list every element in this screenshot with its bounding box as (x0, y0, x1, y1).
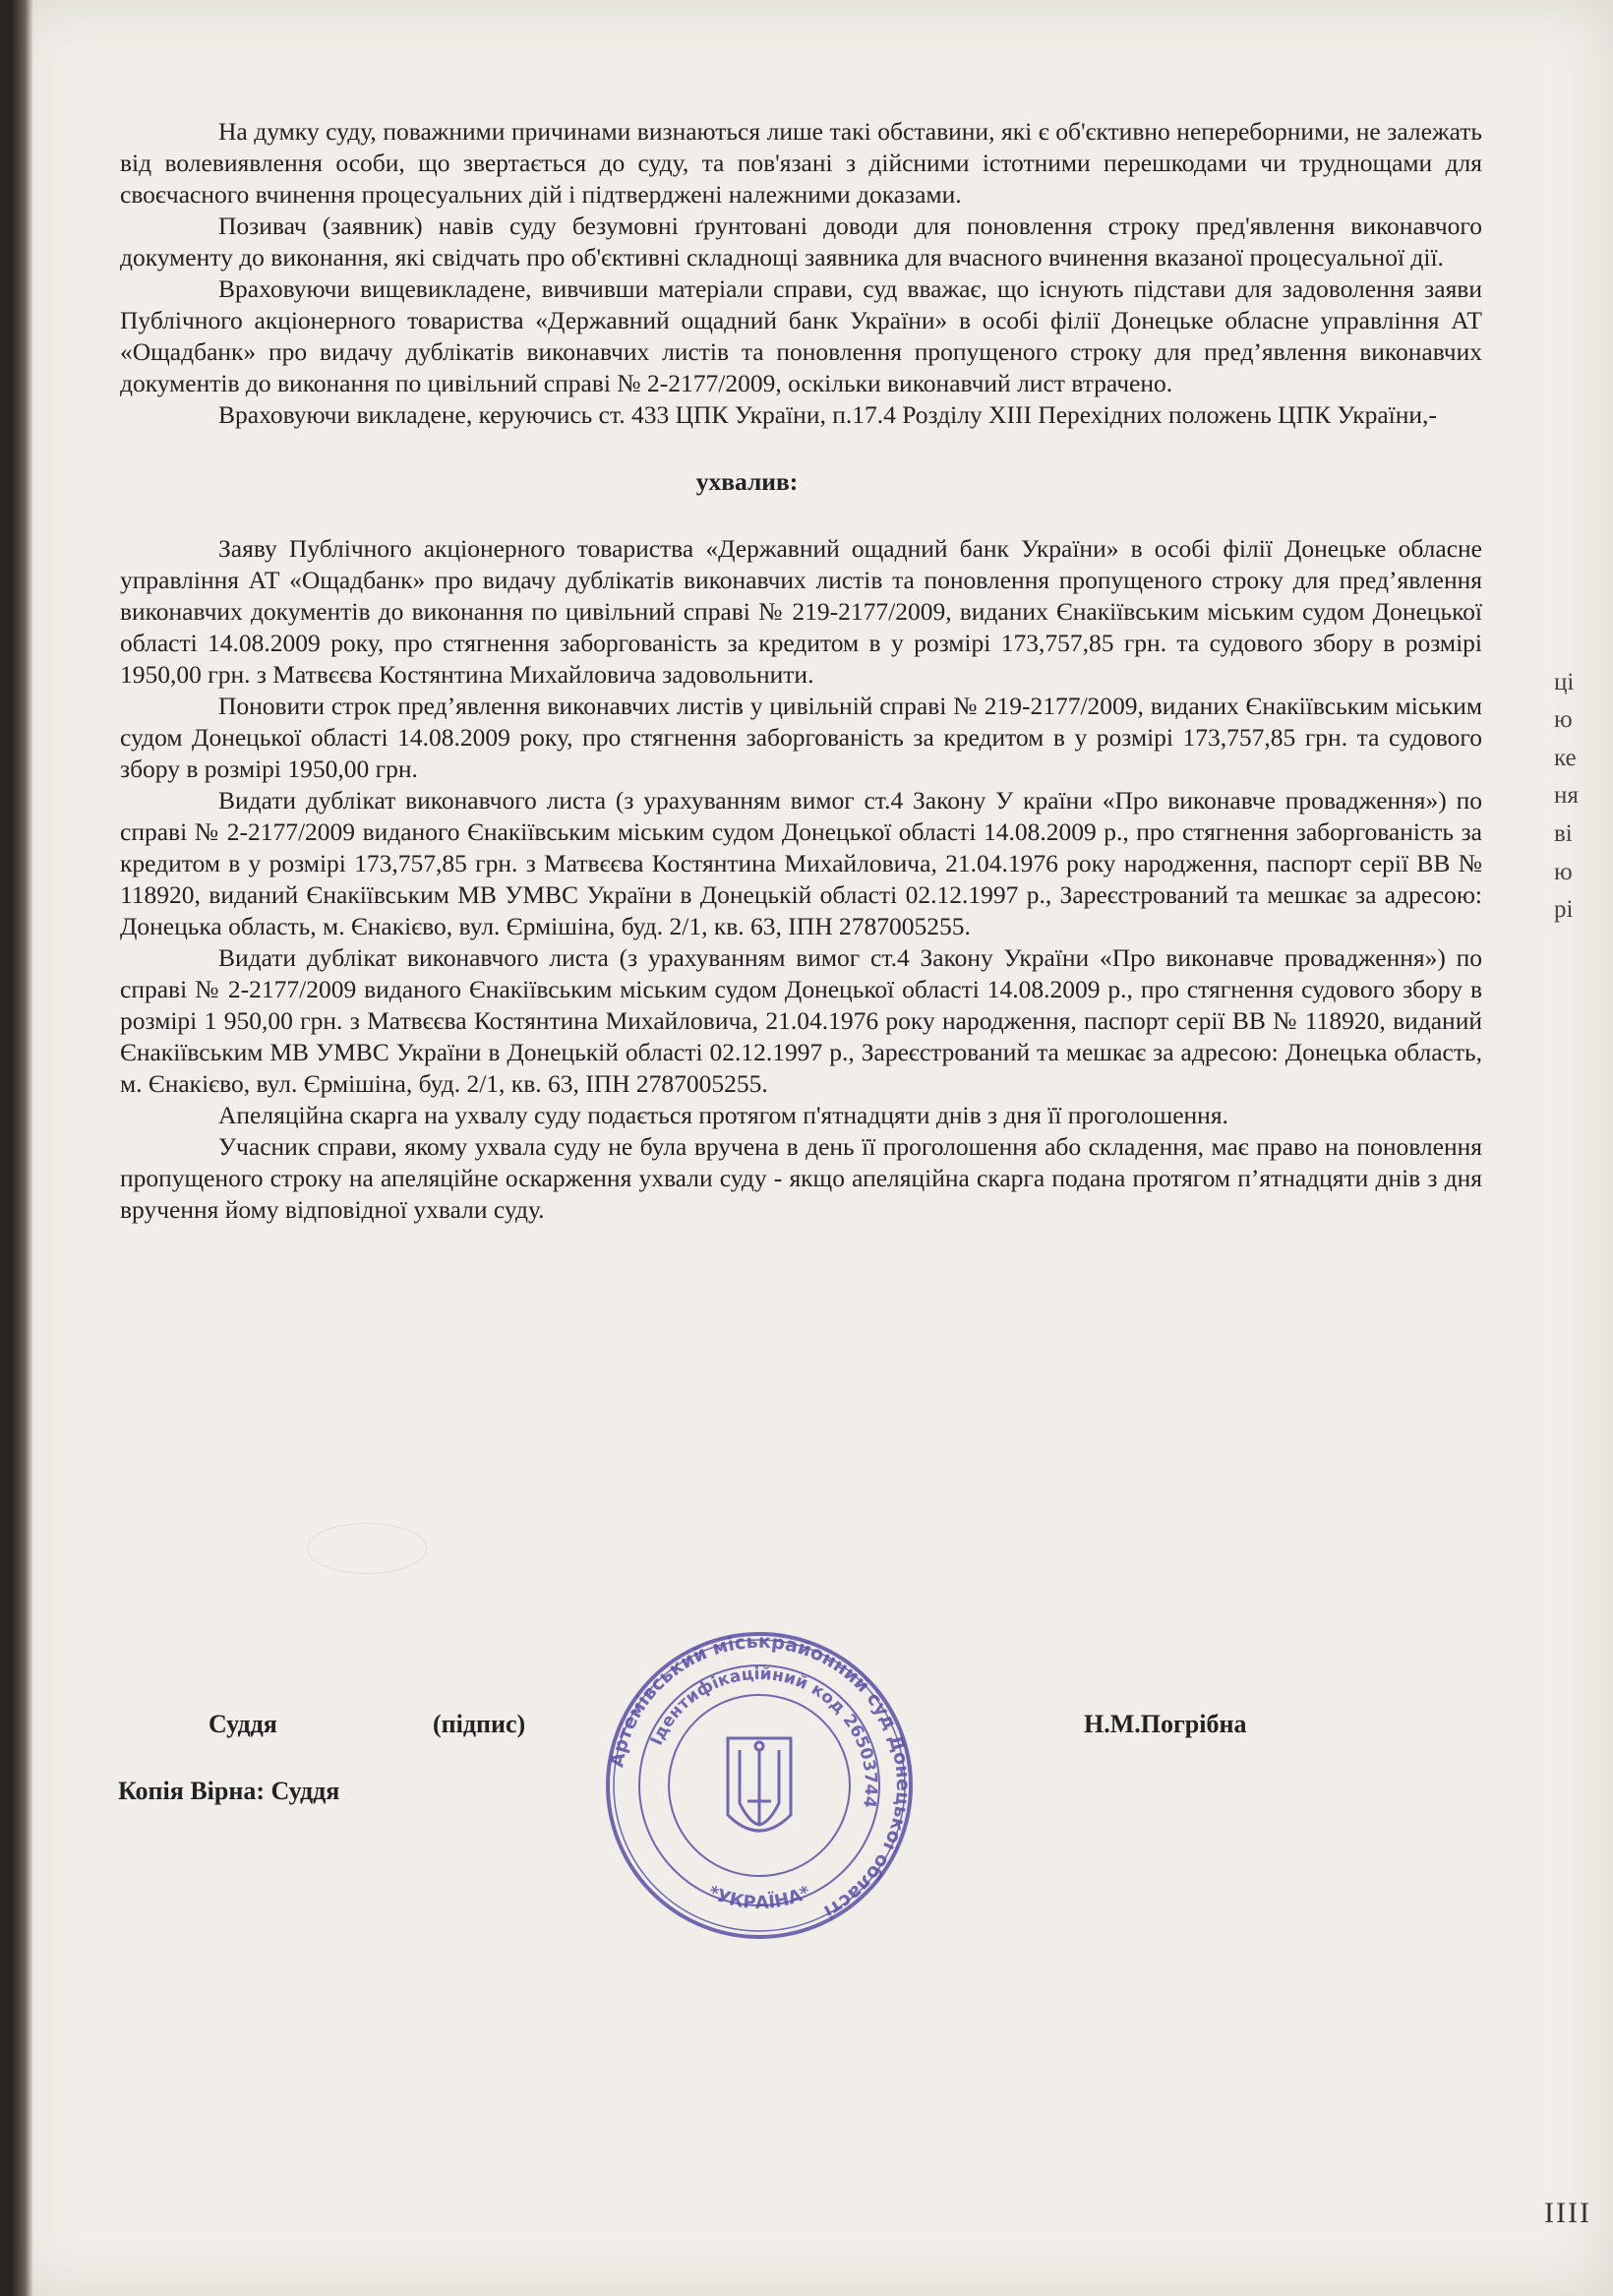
corner-marks: IIII (1544, 2197, 1591, 2229)
court-seal (602, 1628, 917, 1943)
seal-outer-text: Артемівський міськрайонний суд Донецької області (606, 1630, 915, 1923)
faint-stamp-mark (307, 1523, 427, 1574)
judge-label: Суддя (209, 1710, 277, 1738)
edge-fragment: ке (1554, 745, 1577, 771)
edge-fragment: ві (1554, 820, 1573, 847)
seal-bottom-text: *УКРАЇНА* (704, 1882, 814, 1914)
paragraph-plaintiff-arguments: Позивач (заявник) навів суду безумовні ґрунтовані доводи для поновлення строку пред'явлення виконавчого документу до виконання, які свідчать про об'єктивні складнощі заявника для вчасного вчинення вказаної процесуальної дії. (120, 211, 1482, 272)
signed-note: (підпис) (433, 1710, 526, 1738)
ruling-body (120, 116, 1482, 1226)
paragraph-court-considers: Враховуючи вищевикладене, вивчивши матеріали справи, суд вважає, що існують підстави для задоволення заяви Публічного акціонерного товариства «Державний ощадний банк України» в особі філії Донецьке обласне управління АТ «Ощадбанк» про видачу дублікатів виконавчих листів та поновлення пропущеного строку для пред’явлення виконавчих документів до виконання по цивільний справі № 2-2177/2009, оскільки виконавчий лист втрачено. (120, 274, 1482, 397)
paragraph-renew-term: Поновити строк пред’явлення виконавчих листів у цивільній справі № 219-2177/2009, виданих Єнакіївським міським судом Донецької області 14.08.2009 року, про стягнення заборгованість за кредитом в у розмірі 173,757,85 грн. та судового збору в розмірі 1950,00 грн. (120, 692, 1482, 783)
edge-fragment: ю (1554, 859, 1573, 885)
paragraph-duplicate-credit: Видати дублікат виконавчого листа (з урахуванням вимог ст.4 Закону У країни «Про виконавче провадження») по справі № 2-2177/2009 виданого Єнакіївським міським судом Донецької області 14.08.2009 р., про стягнення заборгованість за кредитом в у розмірі 173,757,85 грн. з Матвєєва Костянтина Михайловича, 21.04.1976 року народження, паспорт серії ВВ № 118920, виданий Єнакіївським МВ УМВС України в Донецькій області 02.12.1997 р., Зареєстрований та мешкає за адресою: Донецька область, м. Єнакієво, вул. Єрмішіна, буд. 2/1, кв. 63, ІПН 2787005255. (120, 786, 1482, 940)
paragraph-duplicate-fee: Видати дублікат виконавчого листа (з урахуванням вимог ст.4 Закону України «Про виконавче провадження») по справі № 2-2177/2009 виданого Єнакіївським міським судом Донецької області 14.08.2009 р., про стягнення судового збору в розмірі 1 950,00 грн. з Матвєєва Костянтина Михайловича, 21.04.1976 року народження, паспорт серії ВВ № 118920, виданий Єнакіївським МВ УМВС України в Донецькій області 02.12.1997 р., Зареєстрований та мешкає за адресою: Донецька область, м. Єнакієво, вул. Єрмішіна, буд. 2/1, кв. 63, ІПН 2787005255. (120, 943, 1482, 1098)
paragraph-appeal-renewal: Учасник справи, якому ухвала суду не була вручена в день її проголошення або складення, має право на поновлення пропущеного строку на апеляційне оскарження ухвали суду - якщо апеляційна скарга подана протягом п’ятнадцяти днів з дня вручення йому відповідної ухвали суду. (120, 1132, 1482, 1224)
edge-fragment: ці (1554, 669, 1575, 695)
document-page (12, 0, 1613, 2296)
seal-inner-text: Ідентифікаційний код 26503744 (646, 1663, 881, 1810)
edge-fragment: ю (1554, 706, 1573, 733)
paragraph-legal-basis: Враховуючи викладене, керуючись ст. 433 ЦПК України, п.17.4 Розділу XIII Перехідних положень ЦПК України,- (218, 400, 1437, 429)
edge-fragment: рі (1554, 896, 1574, 923)
paragraph-grant-application: Заяву Публічного акціонерного товариства «Державний ощадний банк України» в особі філії Донецьке обласне управління АТ «Ощадбанк» про видачу дублікатів виконавчих листів та поновлення пропущеного строку для пред’явлення виконавчих документів до виконання по цивільний справі № 219-2177/2009, виданих Єнакіївським міським судом Донецької області 14.08.2009 року, про стягнення заборгованість за кредитом в у розмірі 173,757,85 грн. та судового збору в розмірі 1950,00 грн. з Матвєєва Костянтина Михайловича задовольнити. (120, 534, 1482, 689)
ruling-heading: ухвалив: (695, 467, 799, 496)
page-edge-shadow (12, 0, 33, 2296)
trident-emblem-icon (728, 1738, 791, 1831)
judge-name: Н.М.Погрібна (1084, 1710, 1247, 1738)
paragraph-valid-reasons: На думку суду, поважними причинами визнаються лише такі обставини, які є об'єктивно непереборними, не залежать від волевиявлення особи, що звертається до суду, та пов'язані з дійсними істотними перешкодами чи труднощами для своєчасного вчинення процесуальних дій і підтверджені належними доказами. (120, 117, 1482, 209)
paragraph-appeal-term: Апеляційна скарга на ухвалу суду подається протягом п'ятнадцяти днів з дня її проголошення. (218, 1101, 1228, 1129)
edge-fragment: ня (1554, 782, 1579, 809)
copy-certification: Копія Вірна: Суддя (118, 1777, 340, 1805)
